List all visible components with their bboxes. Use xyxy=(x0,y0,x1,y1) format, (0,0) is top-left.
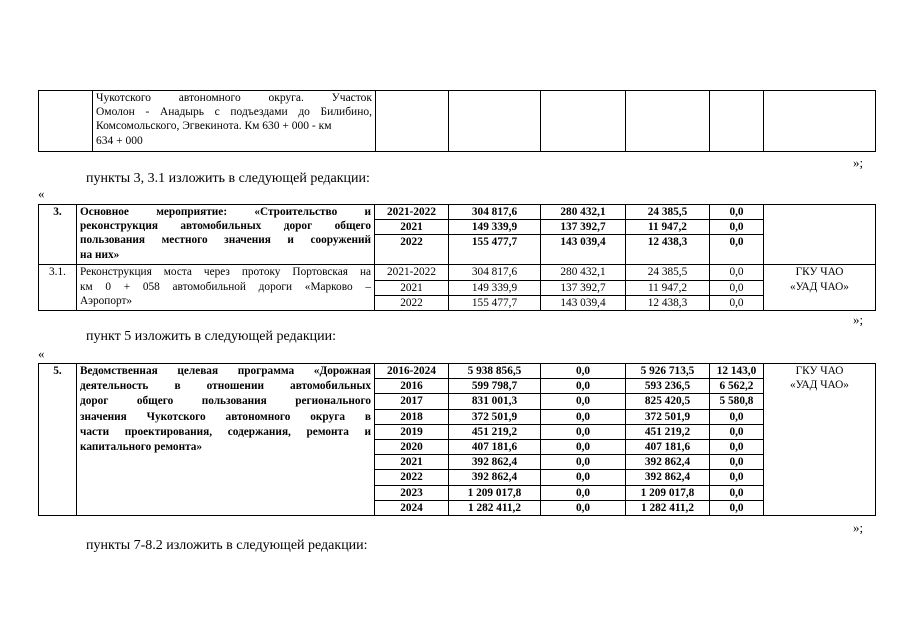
instruction-paragraph: пункт 5 изложить в следующей редакции: xyxy=(86,329,336,344)
total-cell: 155 477,7 xyxy=(449,295,541,310)
value-cell: 137 392,7 xyxy=(541,280,626,295)
desc-line: Комсомольского, Эгвекинота. Км 630 + 000 - км xyxy=(96,120,332,133)
opening-quote: « xyxy=(38,186,45,201)
value-cell: 0,0 xyxy=(541,500,626,515)
total-cell: 392 862,4 xyxy=(449,455,541,470)
executor-line: «УАД ЧАО» xyxy=(790,379,849,392)
value-cell: 0,0 xyxy=(710,295,764,310)
desc-line: км 0 + 058 автомобильной дороги «Марково – xyxy=(80,280,371,293)
value-cell: 11 947,2 xyxy=(626,280,710,295)
executor-cell xyxy=(764,205,876,265)
period-cell: 2017 xyxy=(375,394,449,409)
value-cell: 6 562,2 xyxy=(710,379,764,394)
desc-line: Ведомственная целевая программа «Дорожная xyxy=(80,365,371,377)
desc-line: Чукотского автономного округа. Участок xyxy=(96,92,372,104)
opening-quote: « xyxy=(38,346,45,361)
value-cell: 0,0 xyxy=(541,379,626,394)
value-cell: 0,0 xyxy=(710,205,764,220)
value-cell: 0,0 xyxy=(541,424,626,439)
desc-line: Аэропорт» xyxy=(80,294,133,307)
closing-quote: »; xyxy=(853,155,864,170)
value-cell: 372 501,9 xyxy=(626,409,710,424)
instruction-paragraph: пункты 7-8.2 изложить в следующей редакции: xyxy=(86,538,368,553)
value-cell: 0,0 xyxy=(710,409,764,424)
period-cell: 2023 xyxy=(375,485,449,500)
total-cell: 392 862,4 xyxy=(449,470,541,485)
desc-line: дорог общего пользования регионального xyxy=(80,395,371,408)
total-cell: 372 501,9 xyxy=(449,409,541,424)
value-cell: 24 385,5 xyxy=(626,205,710,220)
value-cell: 11 947,2 xyxy=(626,220,710,235)
total-cell: 1 282 411,2 xyxy=(449,500,541,515)
value-cell: 1 209 017,8 xyxy=(626,485,710,500)
table-cell xyxy=(449,91,541,152)
row-description xyxy=(77,205,375,265)
total-cell: 149 339,9 xyxy=(449,280,541,295)
total-cell: 149 339,9 xyxy=(449,220,541,235)
value-cell: 137 392,7 xyxy=(541,220,626,235)
desc-line: реконструкция автомобильных дорог общего xyxy=(80,220,371,233)
value-cell: 0,0 xyxy=(541,485,626,500)
instruction-paragraph: пункты 3, 3.1 изложить в следующей редакции: xyxy=(86,171,370,186)
desc-line: Основное мероприятие: «Строительство и xyxy=(80,206,371,218)
total-cell: 155 477,7 xyxy=(449,235,541,265)
executor-cell xyxy=(764,364,876,516)
value-cell: 12 143,0 xyxy=(710,364,764,379)
value-cell: 0,0 xyxy=(541,409,626,424)
value-cell: 0,0 xyxy=(710,470,764,485)
value-cell: 407 181,6 xyxy=(626,440,710,455)
value-cell: 280 432,1 xyxy=(541,265,626,280)
table-items-3 xyxy=(38,204,876,311)
table-cell xyxy=(376,91,449,152)
value-cell: 12 438,3 xyxy=(626,295,710,310)
desc-line: капитального ремонта» xyxy=(80,441,203,454)
value-cell: 0,0 xyxy=(710,500,764,515)
total-cell: 451 219,2 xyxy=(449,424,541,439)
desc-line: 634 + 000 xyxy=(96,134,143,147)
desc-line: Реконструкция моста через протоку Портовская на xyxy=(80,266,371,279)
period-cell: 2016 xyxy=(375,379,449,394)
value-cell: 0,0 xyxy=(710,455,764,470)
desc-line: деятельность в отношении автомобильных xyxy=(80,380,371,393)
period-cell: 2022 xyxy=(375,470,449,485)
item-number: 5. xyxy=(39,364,77,516)
value-cell: 0,0 xyxy=(541,364,626,379)
value-cell: 392 862,4 xyxy=(626,470,710,485)
total-cell: 5 938 856,5 xyxy=(449,364,541,379)
desc-line: пользования местного значения и сооружений xyxy=(80,234,371,247)
period-cell: 2021 xyxy=(375,455,449,470)
value-cell: 825 420,5 xyxy=(626,394,710,409)
period-cell: 2019 xyxy=(375,424,449,439)
row-description xyxy=(93,91,376,152)
period-cell: 2020 xyxy=(375,440,449,455)
value-cell: 0,0 xyxy=(541,455,626,470)
value-cell: 0,0 xyxy=(710,424,764,439)
total-cell: 831 001,3 xyxy=(449,394,541,409)
executor-cell xyxy=(764,265,876,311)
total-cell: 304 817,6 xyxy=(449,205,541,220)
period-cell: 2022 xyxy=(375,235,449,265)
value-cell: 0,0 xyxy=(541,440,626,455)
desc-line: на них» xyxy=(80,248,120,261)
period-cell: 2021-2022 xyxy=(375,265,449,280)
value-cell: 0,0 xyxy=(710,485,764,500)
item-number: 3.1. xyxy=(39,265,77,311)
total-cell: 1 209 017,8 xyxy=(449,485,541,500)
top-table-fragment xyxy=(38,90,876,152)
value-cell: 392 862,4 xyxy=(626,455,710,470)
desc-line: части проектирования, содержания, ремонта и xyxy=(80,425,371,438)
total-cell: 599 798,7 xyxy=(449,379,541,394)
value-cell: 12 438,3 xyxy=(626,235,710,265)
value-cell: 0,0 xyxy=(710,265,764,280)
value-cell: 1 282 411,2 xyxy=(626,500,710,515)
table-item-5 xyxy=(38,363,876,516)
table-cell xyxy=(710,91,764,152)
executor-line: ГКУ ЧАО xyxy=(795,266,844,279)
closing-quote: »; xyxy=(853,312,864,327)
period-cell: 2016-2024 xyxy=(375,364,449,379)
desc-line: Омолон - Анадырь с подъездами до Билибино, xyxy=(96,106,372,119)
period-cell: 2021 xyxy=(375,280,449,295)
value-cell: 0,0 xyxy=(541,394,626,409)
period-cell: 2022 xyxy=(375,295,449,310)
period-cell: 2024 xyxy=(375,500,449,515)
value-cell: 0,0 xyxy=(710,235,764,265)
row-description xyxy=(77,364,375,516)
value-cell: 0,0 xyxy=(710,220,764,235)
row-description xyxy=(77,265,375,311)
value-cell: 280 432,1 xyxy=(541,205,626,220)
table-cell xyxy=(541,91,626,152)
value-cell: 24 385,5 xyxy=(626,265,710,280)
total-cell: 304 817,6 xyxy=(449,265,541,280)
value-cell: 451 219,2 xyxy=(626,424,710,439)
value-cell: 593 236,5 xyxy=(626,379,710,394)
value-cell: 0,0 xyxy=(710,280,764,295)
closing-quote: »; xyxy=(853,520,864,535)
period-cell: 2021-2022 xyxy=(375,205,449,220)
executor-line: «УАД ЧАО» xyxy=(790,280,849,293)
period-cell: 2021 xyxy=(375,220,449,235)
table-cell xyxy=(764,91,876,152)
value-cell: 5 926 713,5 xyxy=(626,364,710,379)
table-cell xyxy=(626,91,710,152)
value-cell: 0,0 xyxy=(710,440,764,455)
value-cell: 143 039,4 xyxy=(541,235,626,265)
executor-line: ГКУ ЧАО xyxy=(795,365,844,377)
item-number: 3. xyxy=(39,205,77,265)
total-cell: 407 181,6 xyxy=(449,440,541,455)
period-cell: 2018 xyxy=(375,409,449,424)
desc-line: значения Чукотского автономного округа в xyxy=(80,410,371,423)
value-cell: 143 039,4 xyxy=(541,295,626,310)
value-cell: 0,0 xyxy=(541,470,626,485)
value-cell: 5 580,8 xyxy=(710,394,764,409)
table-cell xyxy=(39,91,93,152)
